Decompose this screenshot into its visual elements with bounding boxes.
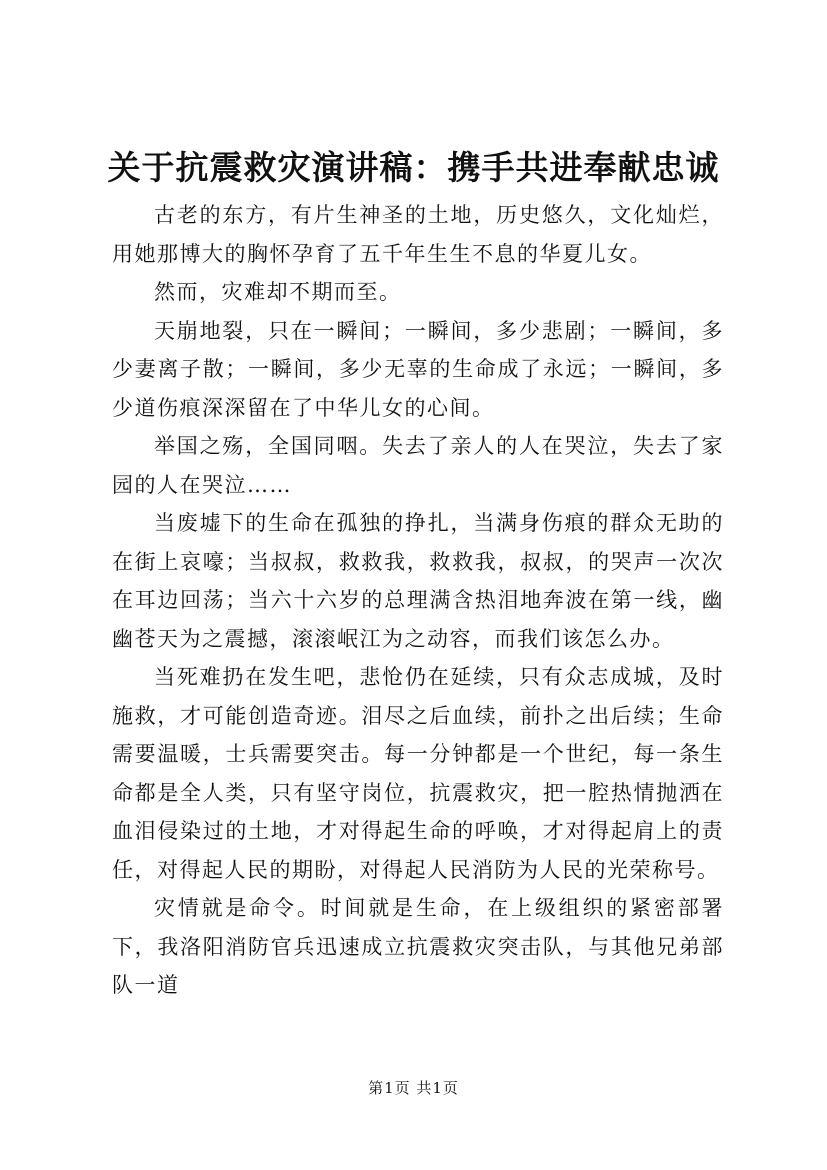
document-title: 关于抗震救灾演讲稿：携手共进奉献忠诚: [107, 148, 720, 187]
paragraph-7: 灾情就是命令。时间就是生命，在上级组织的紧密部署下，我洛阳消防官兵迅速成立抗震救灾突击队，与其他兄弟部队一道: [112, 896, 724, 997]
paragraph-2: 然而，灾难却不期而至。: [154, 280, 402, 304]
paragraph-4: 举国之殇，全国同咽。失去了亲人的人在哭泣，失去了家园的人在哭泣……: [112, 434, 724, 497]
paragraph-5: 当废墟下的生命在孤独的挣扎，当满身伤痕的群众无助的在街上哀嚎；当叔叔，救救我，救救我，叔叔，的哭声一次次在耳边回荡；当六十六岁的总理满含热泪地奔波在第一线，幽幽苍天为之震撼，滚滚岷江为之动容，而我们该怎么办。: [112, 511, 724, 651]
document-body: [112, 196, 724, 1005]
paragraph-1: 古老的东方，有片生神圣的土地，历史悠久，文化灿烂，用她那博大的胸怀孕育了五千年生生不息的华夏儿女。: [112, 203, 724, 266]
page-number-footer: 第1页 共1页: [368, 1079, 459, 1097]
paragraph-6: 当死难扔在发生吧，悲怆仍在延续，只有众志成城，及时施救，才可能创造奇迹。泪尽之后血续，前扑之出后续；生命需要温暖，士兵需要突击。每一分钟都是一个世纪，每一条生命都是全人类，只有坚守岗位，抗震救灾，把一腔热情抛洒在血泪侵染过的土地，才对得起生命的呼唤，才对得起肩上的责任，对得起人民的期盼，对得起人民消防为人民的光荣称号。: [112, 665, 724, 882]
paragraph-3: 天崩地裂，只在一瞬间；一瞬间，多少悲剧；一瞬间，多少妻离子散；一瞬间，多少无辜的生命成了永远；一瞬间，多少道伤痕深深留在了中华儿女的心间。: [112, 318, 724, 420]
